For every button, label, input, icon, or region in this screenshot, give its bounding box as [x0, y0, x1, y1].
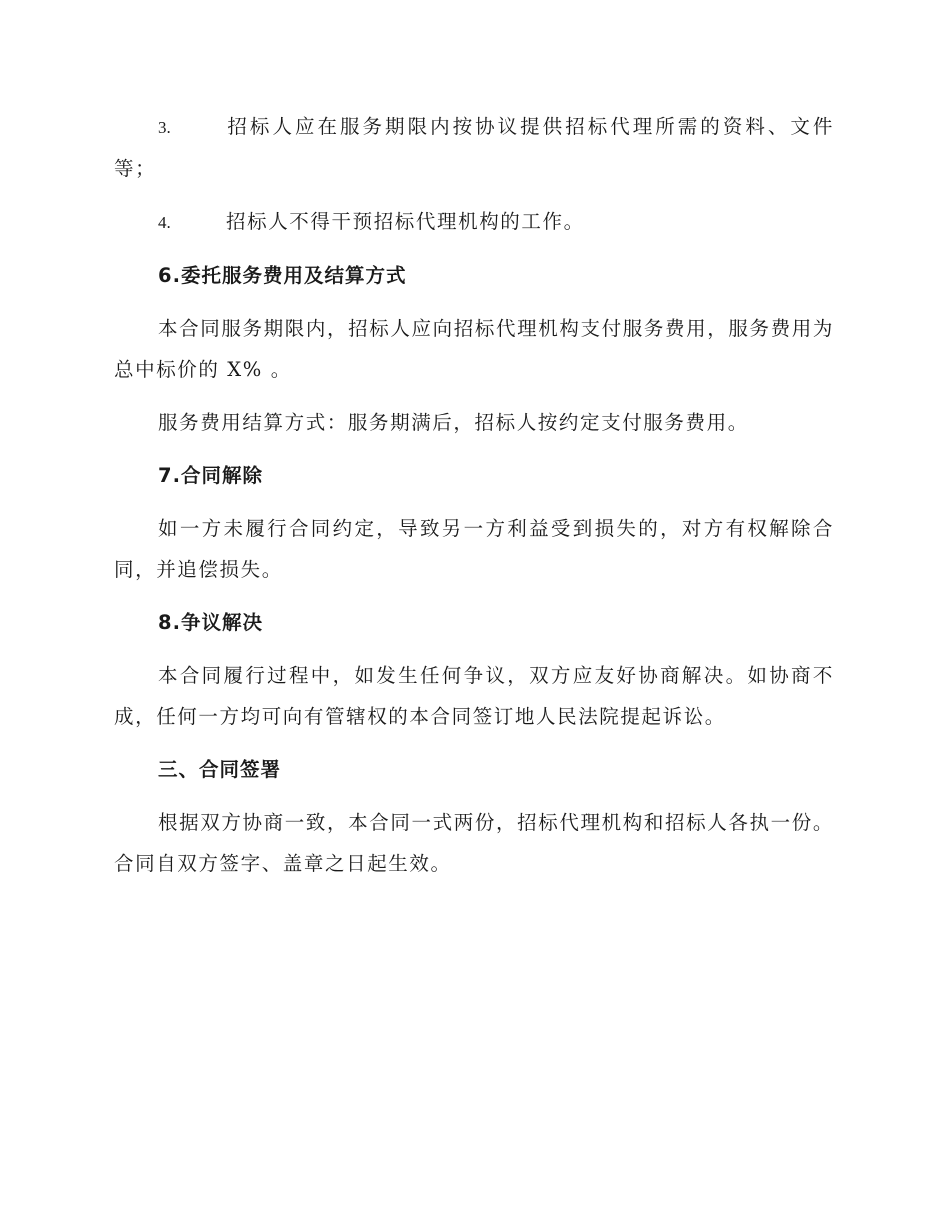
- obligation-item-3: [114, 106, 834, 189]
- item-number: 4.: [158, 213, 171, 232]
- paragraph-signing: 根据双方协商一致，本合同一式两份，招标代理机构和招标人各执一份。合同自双方签字、盖章之日起生效。: [114, 811, 834, 875]
- item-text: 招标人不得干预招标代理机构的工作。: [226, 210, 585, 233]
- section-heading-fees: 6.委托服务费用及结算方式: [158, 264, 407, 287]
- paragraph-fee-settlement: 服务费用结算方式：服务期满后，招标人按约定支付服务费用。: [158, 411, 749, 434]
- section-heading-signing: 三、合同签署: [158, 758, 282, 781]
- paragraph-termination: 如一方未履行合同约定，导致另一方利益受到损失的，对方有权解除合同，并追偿损失。: [114, 517, 834, 581]
- paragraph-fee-amount: 本合同服务期限内，招标人应向招标代理机构支付服务费用，服务费用为总中标价的 X% 。: [114, 317, 834, 381]
- item-text: 招标人应在服务期限内按协议提供招标代理所需的资料、文件等；: [114, 115, 834, 180]
- document-body: [114, 106, 834, 896]
- paragraph-dispute: 本合同履行过程中，如发生任何争议，双方应友好协商解决。如协商不成，任何一方均可向有管辖权的本合同签订地人民法院提起诉讼。: [114, 664, 834, 728]
- section-heading-dispute: 8.争议解决: [158, 611, 263, 634]
- section-heading-termination: 7.合同解除: [158, 464, 263, 487]
- item-number: 3.: [158, 118, 171, 137]
- obligation-item-4: [114, 201, 834, 243]
